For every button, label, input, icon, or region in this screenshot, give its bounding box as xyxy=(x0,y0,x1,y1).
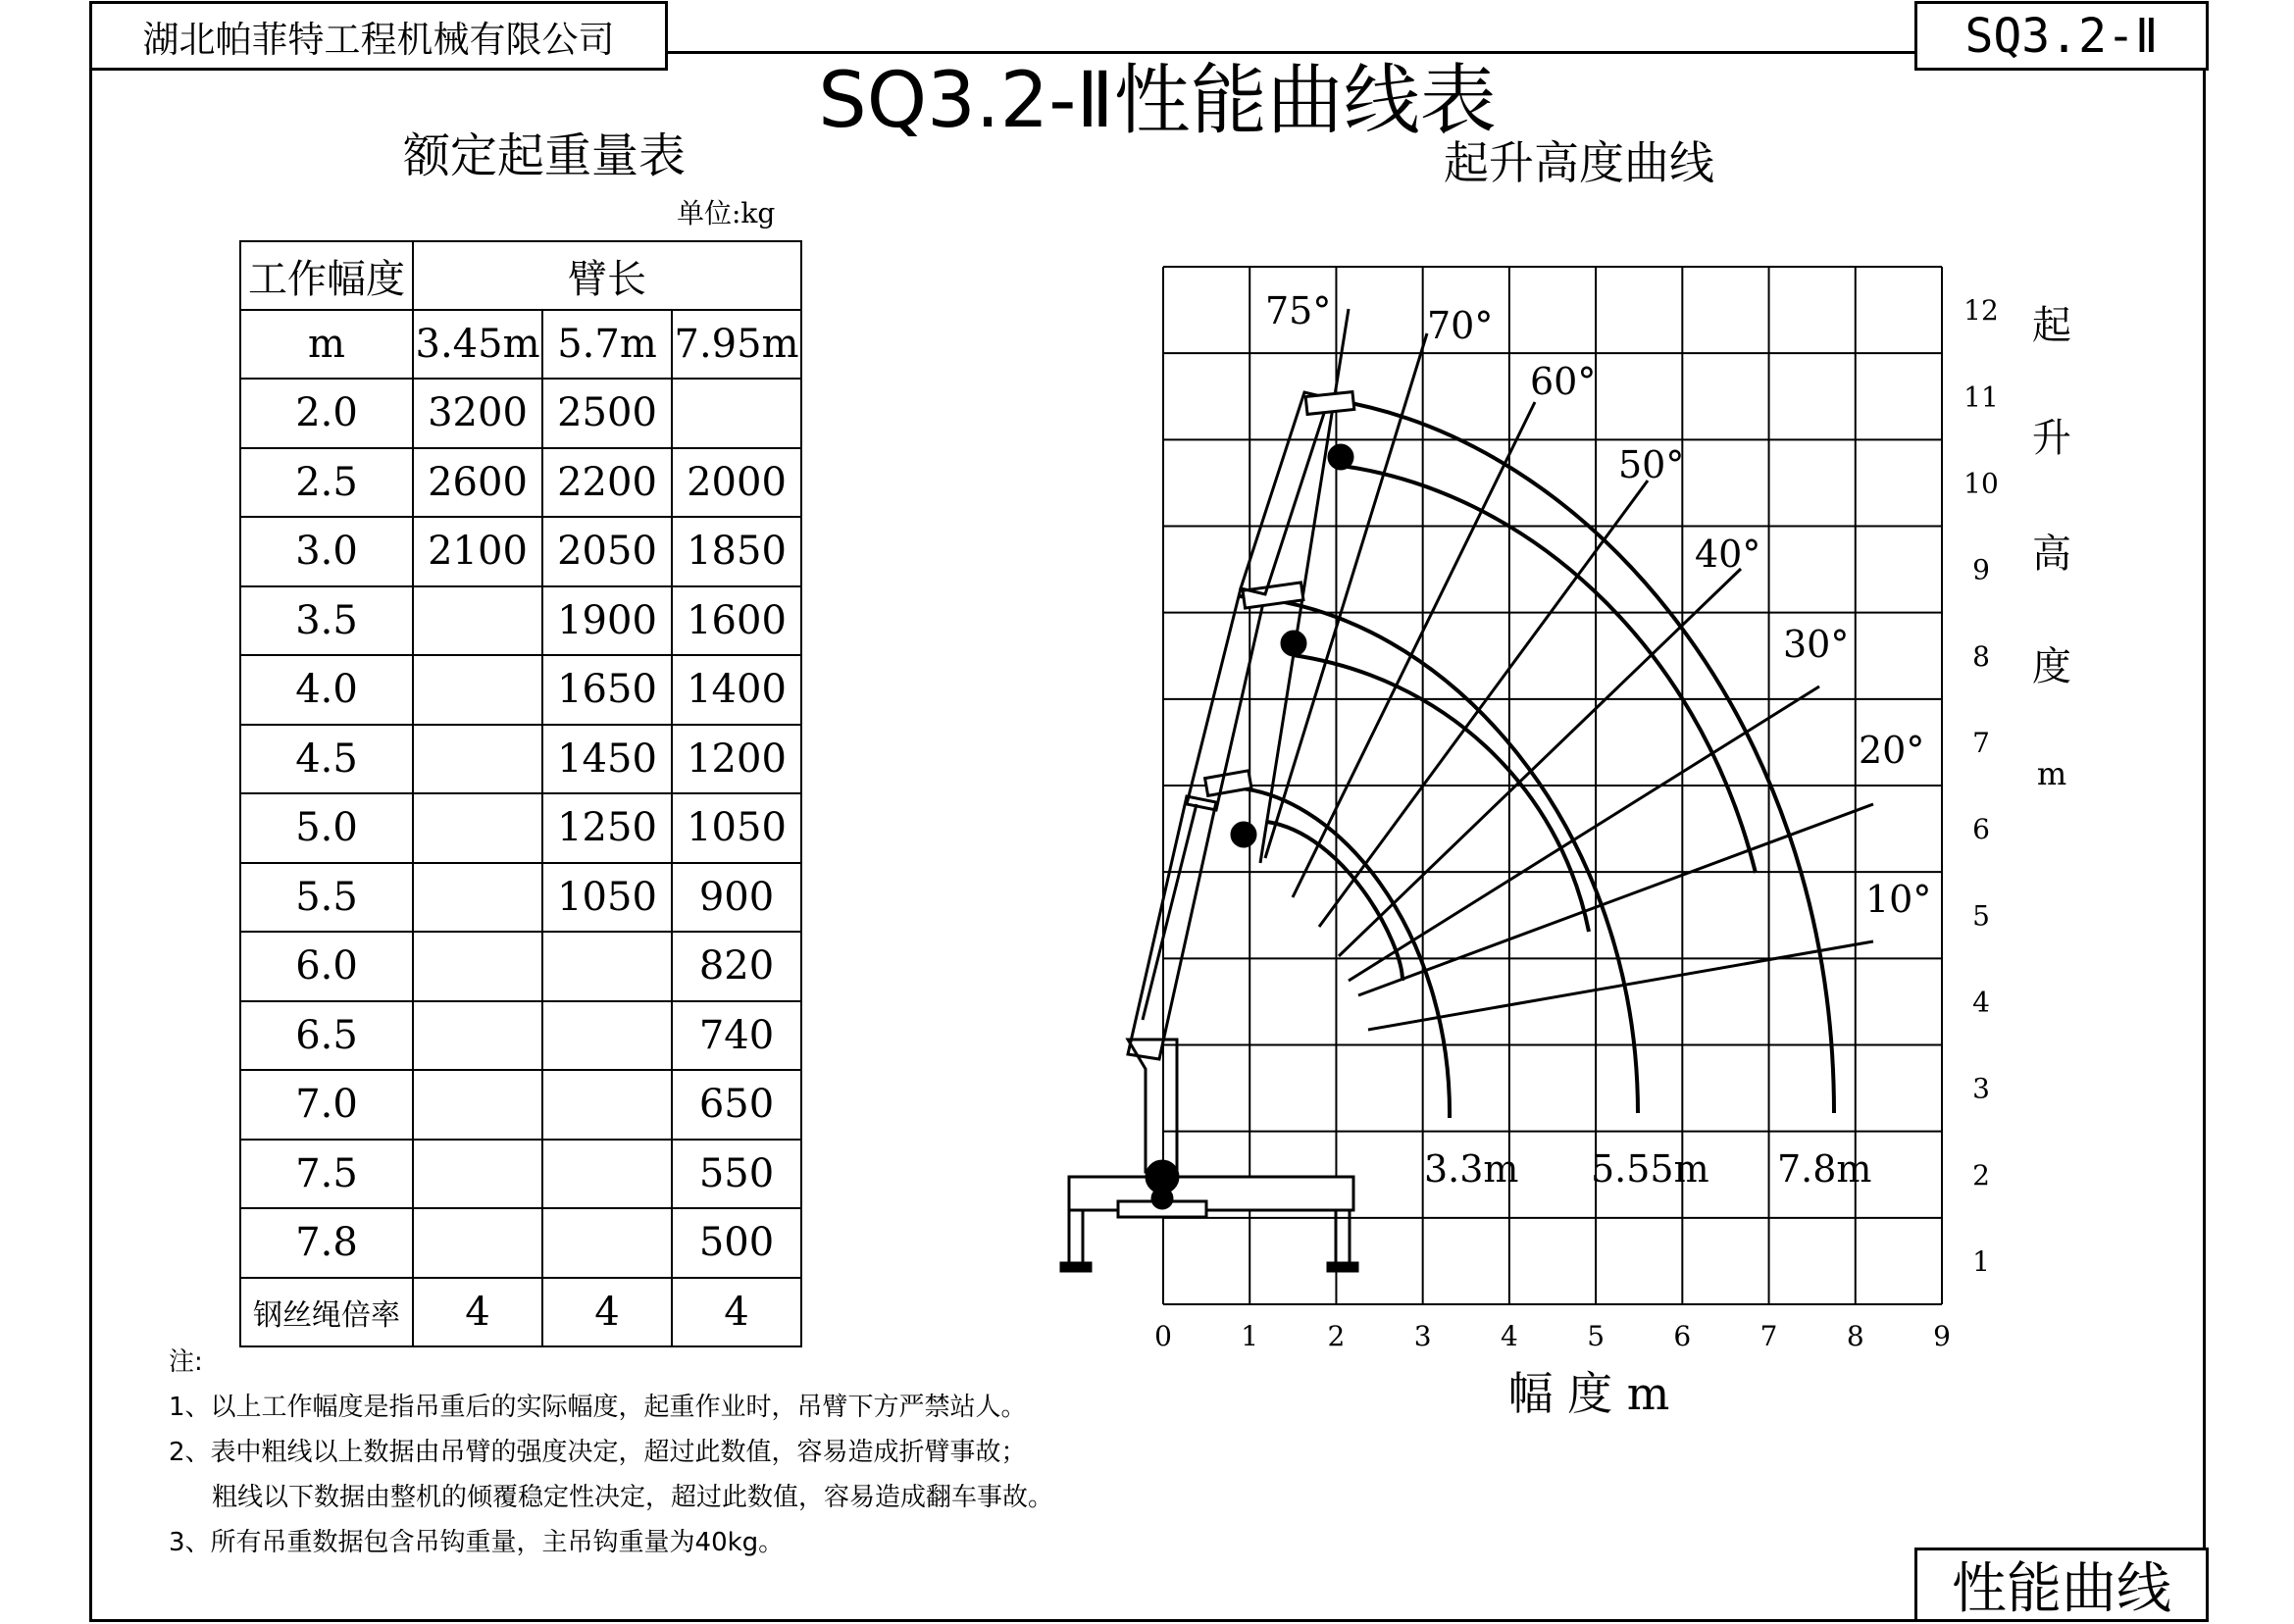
outrigger-beam xyxy=(1069,1177,1353,1210)
x-tick: 5 xyxy=(1587,1320,1606,1352)
x-tick: 3 xyxy=(1413,1320,1432,1352)
hook-icon xyxy=(1282,632,1305,655)
load-cell: 740 xyxy=(672,1001,801,1071)
outrigger-leg-right xyxy=(1336,1210,1350,1269)
col-boom-header: 臂长 xyxy=(413,241,801,310)
y-tick: 9 xyxy=(1972,553,1990,586)
radius-cell: 5.5 xyxy=(240,863,413,933)
footer-label: 性能曲线 xyxy=(1914,1548,2209,1622)
boom-section-1 xyxy=(1128,796,1216,1059)
load-cell: 1400 xyxy=(672,655,801,725)
y-axis-ticks xyxy=(1963,294,1999,1278)
boom-section-3 xyxy=(1241,392,1329,594)
x-tick: 7 xyxy=(1759,1320,1778,1352)
load-cell: 1200 xyxy=(672,725,801,794)
boom-length: 3.45m xyxy=(413,310,542,379)
outrigger-leg-left xyxy=(1069,1210,1083,1269)
load-table-title: 额定起重量表 xyxy=(402,128,686,183)
load-cell: 2000 xyxy=(672,448,801,518)
load-cell: 900 xyxy=(672,863,801,933)
x-axis-ticks xyxy=(1154,1320,1951,1352)
load-cell: 1050 xyxy=(542,863,672,933)
x-tick: 0 xyxy=(1154,1320,1172,1352)
load-cell: 2200 xyxy=(542,448,672,518)
load-cell: 1900 xyxy=(542,586,672,656)
y-tick: 5 xyxy=(1972,899,1990,933)
note-line: 3、所有吊重数据包含吊钩重量，主吊钩重量为40kg。 xyxy=(169,1528,785,1557)
rope-ratio-value: 4 xyxy=(672,1278,801,1347)
radius-cell: 7.8 xyxy=(240,1208,413,1278)
radius-cell: 3.5 xyxy=(240,586,413,656)
load-table-unit: 单位:kg xyxy=(677,197,776,229)
outrigger-foot-left xyxy=(1061,1263,1091,1271)
load-cell: 1650 xyxy=(542,655,672,725)
hydraulic-cylinder xyxy=(1143,804,1197,1020)
load-cell: 1250 xyxy=(542,793,672,863)
radius-label: 5.55m xyxy=(1591,1147,1709,1191)
load-cell: 2050 xyxy=(542,517,672,586)
outrigger-foot-right xyxy=(1328,1263,1357,1271)
radius-label: 3.3m xyxy=(1424,1147,1519,1191)
y-label-char: 高 xyxy=(2032,532,2071,577)
note-line: 1、以上工作幅度是指吊重后的实际幅度，起重作业时，吊臂下方严禁站人。 xyxy=(169,1393,1027,1422)
angle-label: 30° xyxy=(1783,623,1850,666)
load-cell: 1600 xyxy=(672,586,801,656)
load-cell: 500 xyxy=(672,1208,801,1278)
chart-title: 起升高度曲线 xyxy=(1444,136,1714,189)
radius-cell: 2.0 xyxy=(240,379,413,448)
x-tick: 2 xyxy=(1327,1320,1346,1352)
load-cell: 650 xyxy=(672,1070,801,1140)
y-tick: 10 xyxy=(1963,467,1999,500)
rope-ratio-label: 钢丝绳倍率 xyxy=(240,1278,413,1347)
load-cell: 820 xyxy=(672,932,801,1001)
angle-line-20 xyxy=(1358,804,1873,995)
angle-label: 40° xyxy=(1695,533,1761,576)
load-cell: 2600 xyxy=(413,448,542,518)
y-tick: 6 xyxy=(1972,813,1990,846)
x-tick: 1 xyxy=(1241,1320,1259,1352)
angle-label: 60° xyxy=(1530,360,1597,403)
company-name: 湖北帕菲特工程机械有限公司 xyxy=(89,1,668,71)
radius-label: 7.8m xyxy=(1777,1147,1872,1191)
y-tick: 7 xyxy=(1972,726,1990,759)
load-cell: 1450 xyxy=(542,725,672,794)
radius-labels xyxy=(1424,1147,1871,1191)
y-label-char: 起 xyxy=(2032,303,2071,348)
y-tick: 1 xyxy=(1972,1244,1990,1278)
radius-cell: 7.5 xyxy=(240,1140,413,1209)
boom-length: 7.95m xyxy=(672,310,801,379)
load-cell: 2500 xyxy=(542,379,672,448)
model-code: SQ3.2-Ⅱ xyxy=(1914,1,2209,71)
notes-heading: 注: xyxy=(169,1347,203,1377)
rope-ratio-value: 4 xyxy=(413,1278,542,1347)
y-label-char: 升 xyxy=(2032,416,2071,461)
radius-cell: 4.0 xyxy=(240,655,413,725)
load-cell: 550 xyxy=(672,1140,801,1209)
x-tick: 9 xyxy=(1933,1320,1951,1352)
curve-3.3m xyxy=(1226,787,1450,1118)
x-axis-label: 幅 度 m xyxy=(1507,1367,1670,1420)
angle-label: 75° xyxy=(1265,289,1332,332)
curve-7.8m xyxy=(1310,397,1834,1113)
load-cell: 1850 xyxy=(672,517,801,586)
y-axis-label xyxy=(2032,303,2071,792)
y-tick: 12 xyxy=(1963,294,1999,328)
y-label-char: 度 xyxy=(2032,644,2071,689)
radius-cell: 6.0 xyxy=(240,932,413,1001)
radius-cell: 5.0 xyxy=(240,793,413,863)
hook-icon xyxy=(1232,823,1255,846)
page-title: SQ3.2-Ⅱ性能曲线表 xyxy=(818,57,1497,145)
slewing-ring-lower xyxy=(1152,1189,1172,1208)
angle-label: 20° xyxy=(1859,729,1925,772)
angle-label: 50° xyxy=(1618,443,1685,486)
col-radius-header: 工作幅度 xyxy=(240,241,413,310)
angle-line-10 xyxy=(1368,941,1873,1030)
y-tick: 11 xyxy=(1963,381,1999,414)
radius-cell: 4.5 xyxy=(240,725,413,794)
note-line: 2、表中粗线以上数据由吊臂的强度决定，超过此数值，容易造成折臂事故； xyxy=(169,1438,1027,1467)
x-tick: 8 xyxy=(1846,1320,1864,1352)
angle-line-30 xyxy=(1349,686,1819,981)
col-radius-unit: m xyxy=(240,310,413,379)
boom-length: 5.7m xyxy=(542,310,672,379)
angle-label: 70° xyxy=(1427,304,1494,347)
x-tick: 6 xyxy=(1673,1320,1692,1352)
y-tick: 4 xyxy=(1972,986,1990,1019)
angle-label: 10° xyxy=(1865,878,1932,921)
boom-head-3 xyxy=(1305,392,1354,415)
curve-inner-3.3 xyxy=(1267,822,1402,981)
curve-5.55m xyxy=(1238,596,1638,1113)
y-tick: 2 xyxy=(1972,1158,1990,1192)
load-cell: 1050 xyxy=(672,793,801,863)
load-cell: 3200 xyxy=(413,379,542,448)
load-cell: 2100 xyxy=(413,517,542,586)
hook-icon xyxy=(1329,445,1352,469)
x-tick: 4 xyxy=(1500,1320,1518,1352)
note-line: 粗线以下数据由整机的倾覆稳定性决定，超过此数值，容易造成翻车事故。 xyxy=(212,1483,1054,1512)
y-tick: 8 xyxy=(1972,639,1990,673)
angle-line-50 xyxy=(1319,481,1648,927)
radius-cell: 3.0 xyxy=(240,517,413,586)
radius-cell: 7.0 xyxy=(240,1070,413,1140)
radius-cell: 6.5 xyxy=(240,1001,413,1071)
radius-cell: 2.5 xyxy=(240,448,413,518)
y-label-char: m xyxy=(2036,755,2067,792)
y-tick: 3 xyxy=(1972,1072,1990,1105)
rope-ratio-value: 4 xyxy=(542,1278,672,1347)
boom-head-1 xyxy=(1205,771,1251,796)
